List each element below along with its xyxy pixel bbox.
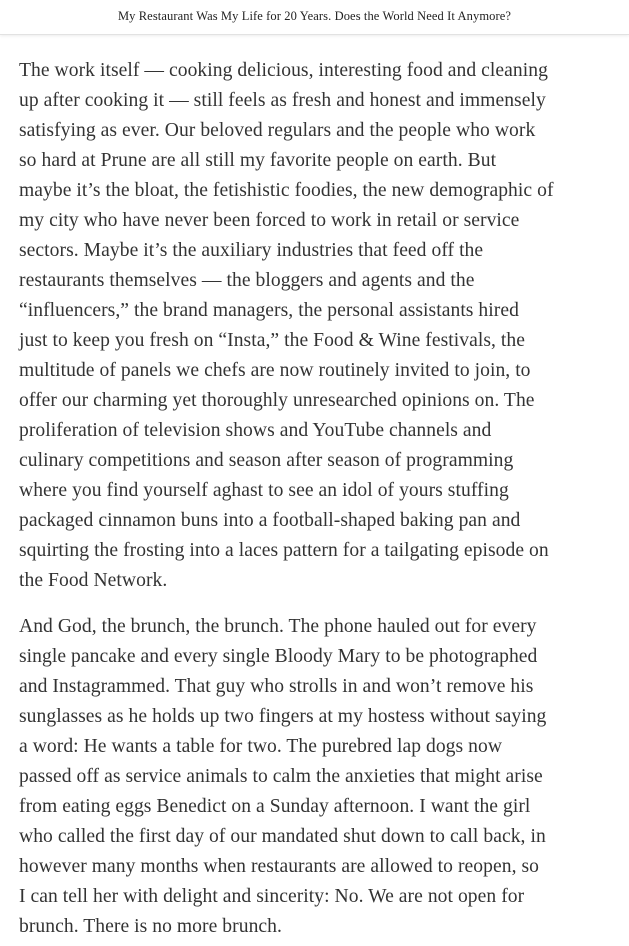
paragraph-line: the Food Network.: [19, 570, 168, 591]
paragraph-line: up after cooking it — still feels as fresh and honest and immensely: [19, 90, 546, 111]
paragraph-line: proliferation of television shows and YouTube channels and: [19, 420, 492, 441]
article-body: [19, 56, 623, 942]
paragraph-line: sectors. Maybe it’s the auxiliary industries that feed off the: [19, 240, 484, 261]
paragraph-line: sunglasses as he holds up two fingers at my hostess without saying: [19, 706, 547, 727]
paragraph-line: multitude of panels we chefs are now routinely invited to join, to: [19, 360, 531, 381]
paragraph-line: offer our charming yet thoroughly unresearched opinions on. The: [19, 390, 535, 411]
paragraph-line: where you find yourself aghast to see an idol of yours stuffing: [19, 480, 509, 501]
paragraph-line: brunch. There is no more brunch.: [19, 916, 282, 937]
paragraph-line: however many months when restaurants are allowed to reopen, so: [19, 856, 539, 877]
paragraph-line: and Instagrammed. That guy who strolls in and won’t remove his: [19, 676, 534, 697]
paragraph-line: The work itself — cooking delicious, interesting food and cleaning: [19, 60, 548, 81]
paragraph-line: a word: He wants a table for two. The purebred lap dogs now: [19, 736, 503, 757]
paragraph-line: from eating eggs Benedict on a Sunday afternoon. I want the girl: [19, 796, 531, 817]
paragraph-line: squirting the frosting into a laces pattern for a tailgating episode on: [19, 540, 549, 561]
paragraph-line: who called the first day of our mandated shut down to call back, in: [19, 826, 546, 847]
paragraph-line: single pancake and every single Bloody Mary to be photographed: [19, 646, 538, 667]
article-header-bar: [0, 0, 629, 35]
paragraph-line: satisfying as ever. Our beloved regulars and the people who work: [19, 120, 536, 141]
paragraph-line: “influencers,” the brand managers, the personal assistants hired: [19, 300, 519, 321]
paragraph-line: And God, the brunch, the brunch. The phone hauled out for every: [19, 616, 537, 637]
paragraph-line: just to keep you fresh on “Insta,” the Food & Wine festivals, the: [19, 330, 525, 351]
paragraph-line: my city who have never been forced to work in retail or service: [19, 210, 520, 231]
paragraph-line: maybe it’s the bloat, the fetishistic foodies, the new demographic of: [19, 180, 554, 201]
article-paragraph: [19, 56, 623, 596]
article-paragraph: [19, 612, 623, 942]
paragraph-line: packaged cinnamon buns into a football-shaped baking pan and: [19, 510, 521, 531]
paragraph-line: culinary competitions and season after season of programming: [19, 450, 514, 471]
article-header-title: My Restaurant Was My Life for 20 Years. Does the World Need It Anymore?: [117, 9, 512, 23]
paragraph-line: so hard at Prune are all still my favorite people on earth. But: [19, 150, 497, 171]
paragraph-line: restaurants themselves — the bloggers and agents and the: [19, 270, 475, 291]
paragraph-line: passed off as service animals to calm the anxieties that might arise: [19, 766, 543, 787]
paragraph-line: I can tell her with delight and sincerity: No. We are not open for: [19, 886, 525, 907]
